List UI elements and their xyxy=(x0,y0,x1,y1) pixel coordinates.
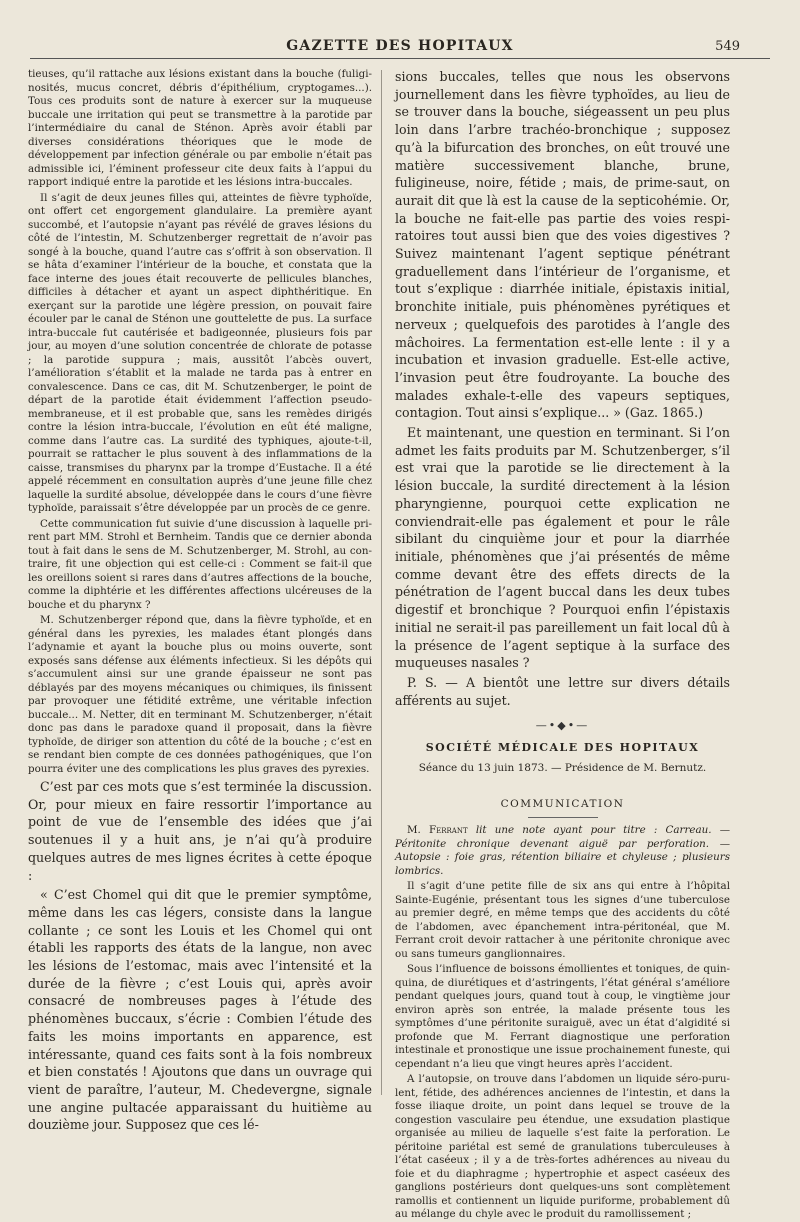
paragraph: M. Schutzenberger répond que, dans la fièvre typhoïde, et en général dans les pyrexies, les malades étant plongés dans l’adynamie et ayant la bouche plus ou moins ouverte, sont exposés sans défense aux éléments infectieux. Si les dépôts qui s’accumulent ainsi sur une grande épaisseur ne sont pas déblayés par des moyens mécaniques ou chimiques, ils finissent par provoquer une fétidité extrême, une véritable infection buccale... M. Netter, dit en terminant M. Schutzenberger, n’était donc pas dans le paradoxe quand il proposait, dans la fièvre typhoïde, de diriger son attention du côté de la bouche ; c’est en se rendant bien compte de ces données pathogéniques, que l’on pourra éviter une des complications les plus graves des pyrexies. xyxy=(28,614,372,775)
left-column xyxy=(28,68,372,1133)
paragraph: Il s’agit d’une petite fille de six ans qui entre à l’hôpital Sainte-Eugénie, présentant tous les signes d’une tuberculose au premier degré, en même temps que des accidents du côté de l’abdomen, avec épanchement intra-péritonéal, que M. Ferrant croit devoir rattacher à une péritonite chronique avec ou sans tumeurs ganglionnaires. xyxy=(395,880,730,960)
column-divider xyxy=(381,70,382,1095)
society-title: SOCIÉTÉ MÉDICALE DES HOPITAUX xyxy=(425,740,700,754)
page-number: 549 xyxy=(715,39,740,54)
running-head xyxy=(60,38,740,58)
paragraph: Et maintenant, une question en terminant. Si l’on admet les faits produits par M. Schutzenberger, s’il est vrai que la parotide se lie directement à la lésion buccale, la surdité directement à la lésion pharyngienne, pourquoi cette explication ne conviendrait-elle pas également et pour le râle sibilant du cinquième jour et pour la diarrhée initiale, phénomènes que j’ai présentés de même comme devant être des effets directs de la pénétration de l’agent buccal dans les deux tubes digestif et bronchique ? Pourquoi enfin l’épistaxis initial ne serait-il pas pareillement un fait local dû à la présence de l’agent septique à la surface des muqueuses nasales ? xyxy=(395,425,730,671)
right-column xyxy=(395,68,731,1221)
large-type-section xyxy=(28,778,372,1134)
quotation-paragraph: « C’est Chomel qui dit que le premier symptôme, même dans les cas légers, consiste dans la langue collante ; ce sont les Louis et les Chomel qui ont établi les rapports des états de la langue, non avec les lésions de l’estomac, mais avec l’intensité et la durée de la fièvre ; c’est Louis qui, après avoir consacré de nombreuses pages à l’étude des phénomènes buccaux, s’écrie : Combien l’étude des faits les moins importants en apparence, est intéressante, quand ces faits sont à la fois nombreux et bien constatés ! Ajoutons que dans un ouvrage qui vient de paraître, l’auteur, M. Chedevergne, signale une angine pultacée apparaissant du huitième au douzième jour. Supposez que ces lé- xyxy=(28,887,372,1133)
paragraph: Il s’agit de deux jeunes filles qui, atteintes de fièvre typhoïde, ont offert cet engorgement glandulaire. La première ayant succombé, et l’autopsie n’ayant pas révélé de graves lésions du côté de l’intestin, M. Schutzenberger regrettait de n’avoir pas songé à la bouche, quand l’autre cas s’offrit à son observation. Il se hâta d’examiner l’intérieur de la bouche, et constata que la face interne des joues était recouverte de pellicules blanches, difficiles à détacher et ayant un aspect diphthéritique. En exerçant sur la parotide une légère pression, on pouvait faire écouler par le canal de Sténon une gouttelette de pus. La surface intra-buccale fut cautérisée et badigeonnée, plusieurs fois par jour, au moyen d’une solution concentrée de chlorate de potasse ; la parotide suppura ; mais, aussitôt l’abcès ouvert, l’amélioration s’établit et la malade ne tarda pas à entrer en convalescence. Dans ce cas, dit M. Schutzenberger, le point de départ de la parotide était évidemment l’affection pseudo-membraneuse, et il est probable que, sans les remèdes dirigés contre la lésion intra-buccale, l’évolution en eût été maligne, comme dans l’autre cas. La surdité des typhiques, ajoute-t-il, pourrait se rattacher le plus souvent à des inflammations de la caisse, transmises du pharynx par la trompe d’Eustache. Il a été appelé récemment en consultation auprès d’une jeune fille chez laquelle la surdité absolue, développée dans le cours d’une fièvre typhoïde, paraissait s’être développée par un procès de ce genre. xyxy=(28,191,372,514)
paragraph: Cette communication fut suivie d’une discussion à laquelle prirent part MM. Strohl et Bernheim. Tandis que ce dernier abonda tout à fait dans le sens de M. Schutzenberger, M. Strohl, au contraire, fit une objection qui est celle-ci : Comment se fait-il que les oreillons soient si rares dans d’autres affections de la bouche, comme la diphtérie et les différentes affections ulcéreuses de la bouche et du pharynx ? xyxy=(28,517,372,611)
author-name: M. Ferrant xyxy=(407,824,468,837)
paragraph: A l’autopsie, on trouve dans l’abdomen un liquide séro-purulent, fétide, des adhérences anciennes de l’intestin, et dans la fosse iliaque droite, un point dans lequel se trouve de la congestion vasculaire peu étendue, une exsudation plastique organisée au milieu de laquelle s’est faite la perforation. Le péritoine pariétal est semé de granulations tuberculeuses à l’état caséeux ; il y a de très-fortes adhérences au niveau du foie et du diaphragme ; hypertrophie et aspect caséeux des ganglions postérieurs dont quelques-uns sont complètement ramollis et contiennent un liquide puriforme, probablement dû au mélange du chyle avec le produit du ramollissement ; xyxy=(395,1073,730,1221)
section-separator: —•◆•— xyxy=(535,719,590,733)
journal-title: GAZETTE DES HOPITAUX xyxy=(286,38,514,54)
paragraph: sions buccales, telles que nous les observons journellement dans les fièvre typhoïdes, au lieu de se trouver dans la bouche, siégeassent un peu plus loin dans l’arbre trachéo-bronchique ; supposez qu’à la bifurcation des bronches, on eût trouvé une matière successivement blanche, brune, fuligineuse, noire, fétide ; mais, de prime-saut, on aurait dit que là est la cause de la septicohémie. Or, la bouche ne fait-elle pas partie des voies respiratoires tout aussi bien que des voies digestives ? Suivez maintenant l’agent septique pénétrant graduellement dans l’intérieur de l’organisme, et tout s’explique : diarrhée initiale, épistaxis initial, bronchite initiale, puis phénomènes pyrétiques et nerveux ; quelquefois des parotides à l’angle des mâchoires. La fermentation est-elle lente : il y a incubation et invasion graduelle. Est-elle active, l’invasion peut être foudroyante. La bouche des malades exhale-t-elle des vapeurs septiques, contagion. Tout ainsi s’explique... » (Gaz. 1865.) xyxy=(395,69,730,421)
header-rule xyxy=(30,58,770,59)
heading-rule xyxy=(528,817,598,818)
large-type-section xyxy=(395,68,730,709)
session-line: Séance du 13 juin 1873. — Présidence de M. Bernutz. xyxy=(418,762,707,775)
paragraph: tieuses, qu’il rattache aux lésions existant dans la bouche (fuliginosités, mucus concret, débris d’épithélium, cryptogames...). Tous ces produits sont de nature à exercer sur la muqueuse buccale une irritation qui peut se transmettre à la parotide par l’intermédiaire du canal de Sténon. Après avoir établi par diverses considérations théoriques que le mode de développement par infection générale ou par embolie n’était pas admissible ici, l’éminent professeur cite deux faits à l’appui du rapport indiqué entre la parotide et les lésions intra-buccales. xyxy=(28,68,372,188)
paragraph: Sous l’influence de boissons émollientes et toniques, de quinquina, de diurétiques et d’astringents, l’état général s’améliore pendant quelques jours, quand tout à coup, le vingtième jour environ après son entrée, la malade présente tous les symptômes d’une péritonite suraiguë, avec un état d’algidité si profonde que M. Ferrant diagnostique une perforation intestinale et pronostique une issue prochainement funeste, qui cependant n’a lieu que vingt heures après l’accident. xyxy=(395,963,730,1070)
communication-title: lit une note ayant pour titre : Carreau. — Péritonite chronique devenant aiguë par perforation. — Autopsie : foie gras, rétention biliaire et chyleuse ; plusieurs lombrics. xyxy=(395,824,731,877)
communication-heading: COMMUNICATION xyxy=(500,797,625,810)
communication-intro xyxy=(395,824,730,878)
paragraph: C’est par ces mots que s’est terminée la discussion. Or, pour mieux en faire ressortir l’importance au point de vue de l’ensemble des idées que j’ai soutenues il y a huit ans, je n’ai qu’à produire quelques autres de mes lignes écrites à cette époque : xyxy=(28,779,372,883)
postscript: P. S. — A bientôt une lettre sur divers détails afférents au sujet. xyxy=(395,674,730,708)
